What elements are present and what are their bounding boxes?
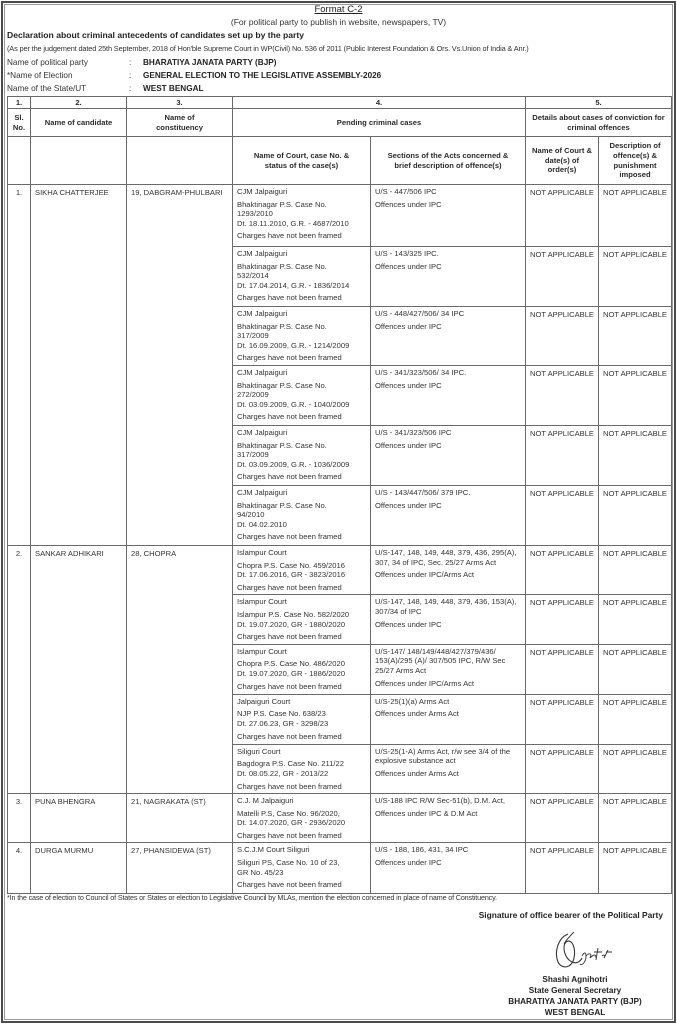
sections-text: U/S - 341/323/506/ 34 IPC. [375,367,467,377]
offence-description: Offences under IPC [375,380,442,390]
punishment-cell: NOT APPLICABLE [599,694,672,744]
case-detail: GR No. 45/23 [237,867,284,877]
header-empty [8,137,31,185]
court-case-cell [233,185,371,247]
court-case-cell [233,485,371,545]
serial-number: 2. [8,545,31,793]
field-colon: : [129,84,132,93]
court-name: CJM Jalpaiguri [237,487,288,497]
case-detail: Bhaktinagar P.S. Case No. [237,321,327,331]
court-case-cell [233,744,371,793]
sections-text: U/S-147, 148, 149, 448, 379, 436, 295(A), 307, 34 of IPC, Sec. 25/27 Arms Act [375,547,517,567]
sections-text: U/S - 341/323/506 IPC [375,427,452,437]
case-detail: Chopra P.S. Case No. 459/2016 [237,560,345,570]
election-field [7,71,381,80]
sections-text: U/S-147, 148, 149, 448, 379, 436, 153(A), 307/34 of IPC [375,597,517,616]
field-colon: : [129,71,132,80]
case-status: Charges have not been framed [237,880,342,890]
case-detail: Bhaktinagar P.S. Case No. [237,261,327,271]
case-status: Charges have not been framed [237,231,342,241]
punishment-cell: NOT APPLICABLE [599,307,672,366]
case-detail: Dt. 03.09.2009, G.R. - 1036/2009 [237,459,350,469]
case-detail: 1293/2010 [237,209,273,219]
serial-number: 4. [8,843,31,894]
offence-description: Offences under Arms Act [375,709,459,719]
case-status: Charges have not been framed [237,681,342,691]
conviction-order-cell: NOT APPLICABLE [526,794,599,843]
court-name: Siliguri Court [237,746,281,756]
court-name: Islampur Court [237,547,287,557]
court-case-cell [233,694,371,744]
case-detail: 532/2014 [237,271,269,281]
header-punishment: Description of offence(s) & punishment imposed [599,137,672,185]
case-status: Charges have not been framed [237,731,342,741]
case-status: Charges have not been framed [237,781,342,791]
candidate-name: SANKAR ADHIKARI [31,545,127,793]
punishment-cell: NOT APPLICABLE [599,794,672,843]
conviction-order-cell: NOT APPLICABLE [526,744,599,793]
offence-description: Offences under IPC [375,500,442,510]
header-order-court: Name of Court & date(s) of order(s) [526,137,599,185]
judgement-reference: (As per the judgement dated 25th September, 2018 of Hon'ble Supreme Court in WP(Civil) No. 536 of 2011 (Public Interest Foundation & Ors. Vs.Union of India & Anr.) [7,44,529,53]
sections-text: U/S-188 IPC R/W Sec-51(b), D.M. Act, [375,796,505,806]
header-conviction: Details about cases of conviction for criminal offences [526,109,672,137]
conviction-order-cell: NOT APPLICABLE [526,644,599,694]
case-detail: Dt. 16.09.2009, G.R. - 1214/2009 [237,340,350,350]
case-detail: Chopra P.S. Case No. 486/2020 [237,659,345,669]
offence-description: Offences under IPC/Arms Act [375,678,475,688]
field-label: *Name of Election [7,71,73,80]
constituency-name: 27, PHANSIDEWA (ST) [127,843,233,894]
field-value: GENERAL ELECTION TO THE LEGISLATIVE ASSEMBLY-2026 [143,71,382,80]
case-row [8,843,672,894]
state-field [7,84,204,93]
case-detail: Dt. 04.02.2010 [237,519,287,529]
case-status: Charges have not been framed [237,472,342,482]
offence-description: Offences under IPC [375,261,442,271]
sections-cell [371,644,526,694]
court-name: CJM Jalpaiguri [237,427,288,437]
col-number: 2. [31,97,127,109]
sections-text: U/S - 143/325 IPC. [375,249,439,258]
punishment-cell: NOT APPLICABLE [599,425,672,485]
constituency-name: 21, NAGRAKATA (ST) [127,794,233,843]
offence-description: Offences under IPC [375,199,442,209]
case-row [8,185,672,247]
handwritten-signature [550,928,620,972]
case-detail: Dt. 27.06.23, GR - 3298/23 [237,718,329,728]
sections-cell [371,425,526,485]
court-case-cell [233,365,371,425]
offence-description: Offences under IPC [375,858,442,868]
case-status: Charges have not been framed [237,353,342,363]
footnote: *In the case of election to Council of States or States or election to Legislative Council by MLAs, mention the election concerned in place of name of Constituency. [7,893,497,902]
case-status: Charges have not been framed [237,830,342,840]
court-name: CJM Jalpaiguri [237,187,288,196]
candidate-name: SIKHA CHATTERJEE [31,185,127,546]
case-row [8,545,672,594]
col-number: 5. [526,97,672,109]
sections-cell [371,365,526,425]
punishment-cell: NOT APPLICABLE [599,545,672,594]
case-detail: Dt. 03.09.2009, G.R. - 1040/2009 [237,399,350,409]
offence-description: Offences under IPC [375,619,442,629]
court-name: Islampur Court [237,597,287,607]
sections-text: U/S - 448/427/506/ 34 IPC [375,309,465,318]
signatory-name: Shashi Agnihotri [542,975,608,984]
sections-text: U/S - 188, 186, 431, 34 IPC [375,845,469,855]
case-detail: Dt. 08.05.22, GR - 2013/22 [237,768,329,778]
header-court-case: Name of Court, case No. & status of the case(s) [233,137,371,185]
sections-cell [371,843,526,894]
header-empty [31,137,127,185]
case-detail: Dt. 18.11.2010, G.R. - 4687/2010 [237,218,349,228]
sections-cell [371,307,526,366]
case-detail: Siliguri PS, Case No. 10 of 23, [237,858,340,868]
col-number: 1. [8,97,31,109]
constituency-name: 19, DABGRAM-PHULBARI [127,185,233,546]
candidate-name: PUNA BHENGRA [31,794,127,843]
court-case-cell [233,644,371,694]
signatory-state: WEST BENGAL [544,1008,606,1017]
sections-cell [371,545,526,594]
sections-cell [371,694,526,744]
court-name: CJM Jalpaiguri [237,367,288,377]
court-case-cell [233,545,371,594]
case-detail: Bhaktinagar P.S. Case No. [237,380,327,390]
court-case-cell [233,794,371,843]
header-pending-cases: Pending criminal cases [233,109,526,137]
court-name: CJM Jalpaiguri [237,249,288,258]
punishment-cell: NOT APPLICABLE [599,247,672,307]
punishment-cell: NOT APPLICABLE [599,595,672,644]
criminal-antecedents-table [7,96,672,894]
serial-number: 1. [8,185,31,546]
field-label: Name of political party [7,58,88,67]
punishment-cell: NOT APPLICABLE [599,843,672,894]
case-detail: Dt. 19.07.2020, GR - 1886/2020 [237,668,346,678]
candidate-name: DURGA MURMU [31,843,127,894]
serial-number: 3. [8,794,31,843]
conviction-order-cell: NOT APPLICABLE [526,365,599,425]
conviction-order-cell: NOT APPLICABLE [526,247,599,307]
col-number: 3. [127,97,233,109]
sections-cell [371,485,526,545]
party-field [7,58,276,67]
punishment-cell: NOT APPLICABLE [599,365,672,425]
court-name: Jalpaiguri Court [237,696,291,706]
case-status: Charges have not been framed [237,532,342,542]
conviction-order-cell: NOT APPLICABLE [526,307,599,366]
case-detail: NJP P.S. Case No. 638/23 [237,709,326,719]
column-number-row [8,97,672,109]
case-detail: Bhaktinagar P.S. Case No. [237,500,327,510]
case-status: Charges have not been framed [237,632,342,642]
declaration-heading: Declaration about criminal antecedents of candidates set up by the party [7,30,305,40]
offence-description: Offences under Arms Act [375,768,459,778]
conviction-order-cell: NOT APPLICABLE [526,694,599,744]
signatory-block [470,974,677,1018]
sections-cell [371,794,526,843]
format-subtitle: (For political party to publish in website, newspapers, TV) [230,17,447,27]
court-name: S.C.J.M Court Siliguri [237,845,310,855]
sections-cell [371,185,526,247]
court-name: Islampur Court [237,646,287,656]
court-name: CJM Jalpaiguri [237,309,288,318]
case-detail: Bagdogra P.S. Case No. 211/22 [237,759,344,769]
case-detail: 272/2009 [237,390,269,400]
case-detail: Dt. 17.04.2014, G.R. - 1836/2014 [237,280,350,290]
punishment-cell: NOT APPLICABLE [599,744,672,793]
constituency-name: 28, CHOPRA [127,545,233,793]
header-candidate: Name of candidate [31,109,127,137]
sections-cell [371,744,526,793]
offence-description: Offences under IPC/Arms Act [375,570,475,580]
offence-description: Offences under IPC [375,440,442,450]
sections-text: U/S - 143/447/506/ 379 IPC. [375,487,471,497]
conviction-order-cell: NOT APPLICABLE [526,545,599,594]
court-case-cell [233,307,371,366]
signature-title: Signature of office bearer of the Political Party [478,910,663,920]
sections-text: U/S-147/ 148/149/448/427/379/436/ 153(A)/295 (A)/ 307/505 IPC, R/W Sec 25/27 Arms Act [375,646,506,675]
punishment-cell: NOT APPLICABLE [599,485,672,545]
offence-description: Offences under IPC & D.M Act [375,808,478,818]
sections-text: U/S - 447/506 IPC [375,187,437,196]
header-constituency: Name of constituency [127,109,233,137]
case-status: Charges have not been framed [237,582,342,592]
offence-description: Offences under IPC [375,321,442,331]
conviction-order-cell: NOT APPLICABLE [526,843,599,894]
sections-text: U/S-25(1-A) Arms Act, r/w see 3/4 of the explosive substance act [375,746,511,766]
signatory-party: BHARATIYA JANATA PARTY (BJP) [508,997,642,1006]
field-value: WEST BENGAL [143,84,204,93]
conviction-order-cell: NOT APPLICABLE [526,425,599,485]
sub-header-row [8,137,672,185]
court-case-cell [233,425,371,485]
column-label-row [8,109,672,137]
court-case-cell [233,843,371,894]
case-detail: Dt. 14.07.2020, GR - 2936/2020 [237,818,346,828]
format-title: Format C-2 [314,4,363,15]
case-status: Charges have not been framed [237,412,342,422]
field-value: BHARATIYA JANATA PARTY (BJP) [143,58,277,67]
sections-cell [371,595,526,644]
case-detail: Dt. 17.06.2016, GR - 3823/2016 [237,570,346,580]
case-status: Charges have not been framed [237,293,342,303]
punishment-cell: NOT APPLICABLE [599,644,672,694]
case-detail: Matelli P.S, Case No. 96/2020, [237,808,340,818]
case-detail: Dt. 19.07.2020, GR - 1880/2020 [237,619,346,629]
conviction-order-cell: NOT APPLICABLE [526,485,599,545]
signatory-designation: State General Secretary [528,986,622,995]
table-body [8,185,672,894]
court-case-cell [233,595,371,644]
conviction-order-cell: NOT APPLICABLE [526,185,599,247]
court-name: C.J. M Jalpaiguri [237,796,294,806]
field-label: Name of the State/UT [7,84,87,93]
case-detail: 317/2009 [237,450,269,460]
case-detail: Bhaktinagar P.S. Case No. [237,440,327,450]
case-detail: Bhaktinagar P.S. Case No. [237,199,327,209]
case-detail: 94/2010 [237,510,265,520]
field-colon: : [129,58,132,67]
sections-text: U/S-25(1)(a) Arms Act [375,696,450,706]
punishment-cell: NOT APPLICABLE [599,185,672,247]
case-detail: Islampur P.S. Case No. 582/2020 [237,609,350,619]
col-number: 4. [233,97,526,109]
header-sl-no: Sl. No. [8,109,31,137]
conviction-order-cell: NOT APPLICABLE [526,595,599,644]
court-case-cell [233,247,371,307]
case-row [8,794,672,843]
sections-cell [371,247,526,307]
header-empty [127,137,233,185]
case-detail: 317/2009 [237,331,269,341]
header-sections: Sections of the Acts concerned & brief description of offence(s) [371,137,526,185]
